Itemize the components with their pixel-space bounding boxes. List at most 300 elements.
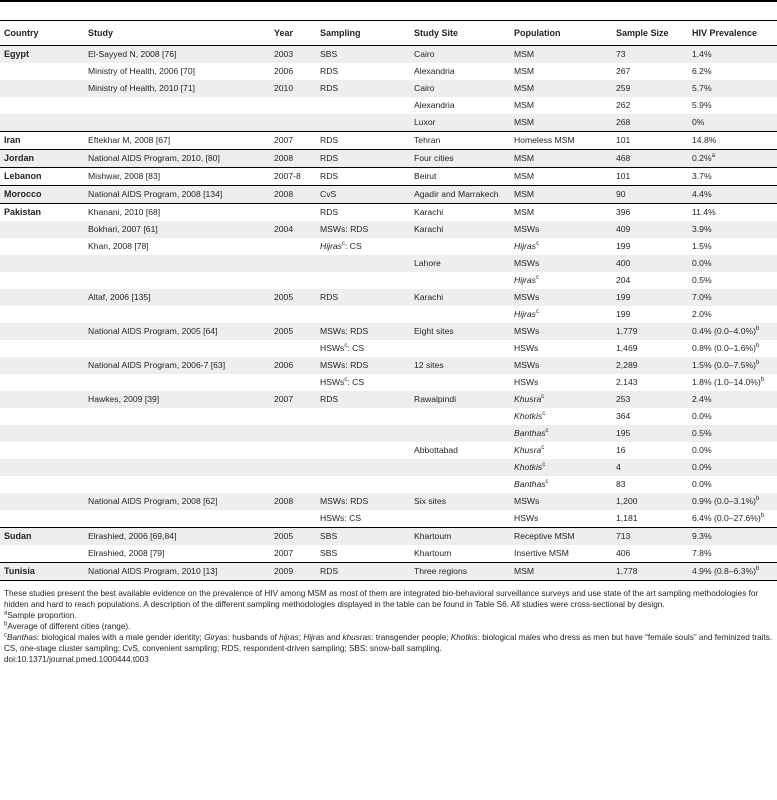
cell-study-site bbox=[410, 510, 510, 528]
cell-hiv-prevalence bbox=[688, 528, 777, 546]
cell-study: National AIDS Program, 2006-7 [63] bbox=[84, 357, 270, 374]
prevalence-value: 0.5% bbox=[692, 275, 712, 285]
cell-sample-size: 90 bbox=[612, 186, 688, 204]
cell-sampling: SBS bbox=[320, 548, 338, 558]
footnote-marker: a bbox=[711, 153, 715, 160]
prevalence-value: 2.4% bbox=[692, 394, 712, 404]
prevalence-value: 9.3% bbox=[692, 531, 712, 541]
population-term: Hijras bbox=[514, 275, 536, 285]
cell-sample-size: 262 bbox=[616, 100, 631, 110]
cell-sampling bbox=[316, 255, 410, 272]
table-row bbox=[0, 114, 777, 132]
cell-study-site: Luxor bbox=[410, 114, 510, 132]
cell-year bbox=[270, 510, 316, 528]
cell-population: MSM bbox=[510, 563, 612, 581]
cell-hiv-prevalence bbox=[688, 204, 777, 222]
cell-hiv-prevalence bbox=[688, 168, 777, 186]
cell-population: MSWs bbox=[510, 221, 612, 238]
cell-country: Tunisia bbox=[0, 563, 84, 581]
cell-study-site: Khartoum bbox=[410, 528, 510, 546]
cell-study-site: 12 sites bbox=[410, 357, 510, 374]
cell-year: 2007-8 bbox=[270, 168, 316, 186]
cell-study-site: Tehran bbox=[410, 132, 510, 150]
cell-population: MSWs bbox=[510, 323, 612, 340]
cell-population: MSWs bbox=[510, 493, 612, 510]
prevalence-value: 0.2% bbox=[692, 153, 712, 163]
prevalence-value: 0.9% (0.0–3.1%) bbox=[692, 496, 757, 506]
cell-hiv-prevalence bbox=[688, 114, 777, 132]
cell-study-site: Beirut bbox=[410, 168, 510, 186]
cell-population: MSM bbox=[514, 66, 535, 76]
cell-population bbox=[510, 408, 612, 425]
cell-hiv-prevalence bbox=[688, 221, 777, 238]
cell-sampling: RDS bbox=[316, 289, 410, 306]
footnote-marker: b bbox=[756, 360, 760, 367]
cell-study bbox=[84, 306, 270, 323]
footnote-a: $^a$Sample proportion. bbox=[4, 610, 77, 620]
cell-hiv-prevalence bbox=[688, 374, 777, 391]
prevalence-value: 3.9% bbox=[692, 224, 712, 234]
cell-year: 2008 bbox=[270, 493, 316, 510]
cell-sample-size: 2,289 bbox=[612, 357, 688, 374]
cell-population bbox=[510, 272, 612, 289]
footnote-marker: b bbox=[760, 513, 765, 520]
cell-year bbox=[270, 204, 316, 222]
prevalence-value: 4.4% bbox=[692, 189, 712, 199]
cell-population: MSM bbox=[510, 114, 612, 132]
cell-study: Khanani, 2010 [68] bbox=[84, 204, 270, 222]
cell-year bbox=[270, 408, 316, 425]
table-row bbox=[0, 323, 777, 340]
footnote-marker: c bbox=[344, 343, 348, 350]
cell-hiv-prevalence bbox=[688, 97, 777, 114]
sampling-method: : CS bbox=[344, 241, 362, 251]
cell-country bbox=[0, 476, 84, 493]
cell-study: Ministry of Health, 2010 [71] bbox=[84, 80, 270, 97]
cell-population: MSM bbox=[514, 100, 535, 110]
population-term: Hijras bbox=[514, 309, 536, 319]
cell-study-site: Alexandria bbox=[414, 66, 455, 76]
cell-sample-size: 16 bbox=[616, 445, 626, 455]
column-header: Country bbox=[0, 21, 84, 46]
cell-country: Egypt bbox=[0, 46, 84, 64]
footnote-marker: c bbox=[542, 411, 546, 418]
prevalence-value: 4.9% (0.8–6.3%) bbox=[692, 566, 757, 576]
footnote-term: Banthas bbox=[7, 633, 38, 642]
cell-population bbox=[510, 425, 612, 442]
cell-study: Bokhari, 2007 [61] bbox=[84, 221, 270, 238]
prevalence-value: 3.7% bbox=[692, 171, 712, 181]
table-row bbox=[0, 459, 777, 476]
footnote-text: : biological males who dress as men but have “female souls” and feminized traits. bbox=[477, 633, 773, 642]
cell-sample-size: 4 bbox=[612, 459, 688, 476]
prevalence-value: 0.0% bbox=[692, 411, 712, 421]
cell-sample-size: 101 bbox=[612, 132, 688, 150]
cell-population: MSM bbox=[510, 46, 612, 64]
cell-study: Mishwar, 2008 [83] bbox=[84, 168, 270, 186]
prevalence-value: 6.2% bbox=[692, 66, 712, 76]
cell-study-site: Karachi bbox=[410, 289, 510, 306]
cell-hiv-prevalence bbox=[688, 186, 777, 204]
cell-sampling: RDS bbox=[316, 563, 410, 581]
cell-study-site bbox=[410, 408, 510, 425]
cell-population: Insertive MSM bbox=[514, 548, 569, 558]
cell-sampling: RDS bbox=[316, 132, 410, 150]
column-header: Study Site bbox=[410, 21, 510, 46]
cell-country bbox=[0, 63, 84, 80]
cell-study: Ministry of Health, 2006 [70] bbox=[88, 66, 195, 76]
cell-country bbox=[0, 306, 84, 323]
cell-study-site: Agadir and Marrakech bbox=[410, 186, 510, 204]
cell-sample-size: 409 bbox=[612, 221, 688, 238]
cell-country bbox=[0, 545, 84, 563]
footnote-marker: c bbox=[542, 462, 546, 469]
cell-study bbox=[84, 408, 270, 425]
table-row bbox=[0, 442, 777, 459]
population-term: Khusra bbox=[514, 394, 542, 404]
cell-country: Morocco bbox=[0, 186, 84, 204]
cell-study-site bbox=[410, 425, 510, 442]
footnote-marker: c bbox=[545, 479, 549, 486]
cell-country bbox=[0, 510, 84, 528]
cell-year: 2005 bbox=[270, 528, 316, 546]
table-header-row bbox=[0, 21, 777, 46]
prevalence-value: 5.7% bbox=[692, 83, 712, 93]
cell-study-site bbox=[410, 306, 510, 323]
footnote-text: and bbox=[324, 633, 343, 642]
cell-study bbox=[84, 374, 270, 391]
prevalence-value: 0.8% (0.0–1.6%) bbox=[692, 343, 757, 353]
cell-study bbox=[84, 114, 270, 132]
cell-study bbox=[84, 459, 270, 476]
prevalence-value: 0.0% bbox=[692, 445, 712, 455]
footnote-marker: c bbox=[545, 428, 549, 435]
column-header: HIV Prevalence bbox=[688, 21, 777, 46]
prevalence-value: 7.0% bbox=[692, 292, 712, 302]
cell-population: HSWs bbox=[514, 513, 539, 523]
column-header: Sampling bbox=[316, 21, 410, 46]
cell-country bbox=[0, 374, 84, 391]
cell-hiv-prevalence bbox=[688, 425, 777, 442]
cell-country: Jordan bbox=[0, 150, 84, 168]
cell-hiv-prevalence bbox=[688, 408, 777, 425]
cell-year bbox=[270, 114, 316, 132]
cell-country bbox=[0, 255, 84, 272]
cell-year: 2006 bbox=[274, 66, 294, 76]
cell-hiv-prevalence bbox=[688, 289, 777, 306]
cell-population: MSWs bbox=[510, 255, 612, 272]
table-row bbox=[0, 63, 777, 80]
population-term: Khusra bbox=[514, 445, 542, 455]
cell-sampling bbox=[316, 97, 410, 114]
cell-sample-size: 400 bbox=[612, 255, 688, 272]
prevalence-value: 11.4% bbox=[692, 207, 716, 217]
table-row bbox=[0, 272, 777, 289]
cell-study-site bbox=[410, 476, 510, 493]
cell-study-site: Khartoum bbox=[414, 548, 452, 558]
population-term: Hijras bbox=[514, 241, 536, 251]
table-row bbox=[0, 563, 777, 581]
cell-population: MSM bbox=[510, 168, 612, 186]
table-row bbox=[0, 493, 777, 510]
footnote-b: $^b$Average of different cities (range). bbox=[4, 621, 131, 631]
table-footnotes bbox=[0, 581, 777, 665]
cell-sample-size: 267 bbox=[616, 66, 631, 76]
cell-sample-size: 199 bbox=[616, 241, 631, 251]
sampling-group: HSWs bbox=[320, 377, 345, 387]
cell-sample-size: 468 bbox=[612, 150, 688, 168]
sampling-method: : CS bbox=[347, 377, 365, 387]
table-row bbox=[0, 168, 777, 186]
footnote-intro: These studies present the best available evidence on the prevalence of HIV among MSM as most of them are integrated bio-behavioral surveillance surveys and use state of the art sampling methodologies for hidden and hard to reach populations. A description of the different sampling methodologies displayed in the table can be found in Table S6. All studies were cross-sectional by design. bbox=[4, 589, 759, 609]
column-header: Population bbox=[510, 21, 612, 46]
footnote-marker: b bbox=[756, 326, 760, 333]
cell-sample-size: 253 bbox=[612, 391, 688, 408]
cell-sample-size: 195 bbox=[612, 425, 688, 442]
footnote-text: : biological males with a male gender identity; bbox=[37, 633, 205, 642]
cell-hiv-prevalence bbox=[688, 63, 777, 80]
cell-sampling: MSWs: RDS bbox=[316, 323, 410, 340]
table-row bbox=[0, 306, 777, 323]
prevalence-value: 0% bbox=[692, 117, 705, 127]
prevalence-value: 0.0% bbox=[692, 462, 712, 472]
cell-hiv-prevalence bbox=[688, 563, 777, 581]
cell-study-site bbox=[410, 374, 510, 391]
population-term: Khotkis bbox=[514, 462, 543, 472]
cell-study: Altaf, 2006 [135] bbox=[84, 289, 270, 306]
cell-year: 2004 bbox=[270, 221, 316, 238]
cell-sample-size: 1,181 bbox=[616, 513, 638, 523]
cell-sample-size: 1,779 bbox=[612, 323, 688, 340]
cell-sample-size: 199 bbox=[612, 289, 688, 306]
table-row bbox=[0, 391, 777, 408]
cell-country bbox=[0, 323, 84, 340]
cell-hiv-prevalence bbox=[688, 255, 777, 272]
table-body bbox=[0, 46, 777, 581]
cell-study bbox=[84, 255, 270, 272]
cell-study: National AIDS Program, 2010, [80] bbox=[84, 150, 270, 168]
footnote-text: : husbands of bbox=[227, 633, 280, 642]
cell-study bbox=[84, 476, 270, 493]
footnote-marker: c bbox=[535, 309, 539, 316]
footnote-marker: b bbox=[760, 377, 765, 384]
cell-study-site: Eight sites bbox=[410, 323, 510, 340]
cell-study bbox=[84, 442, 270, 459]
cell-country bbox=[0, 442, 84, 459]
cell-hiv-prevalence bbox=[688, 46, 777, 64]
population-term: Khotkis bbox=[514, 411, 543, 421]
cell-hiv-prevalence bbox=[688, 357, 777, 374]
cell-population bbox=[510, 391, 612, 408]
cell-hiv-prevalence bbox=[688, 150, 777, 168]
cell-country bbox=[0, 459, 84, 476]
cell-study-site: Six sites bbox=[410, 493, 510, 510]
table-row bbox=[0, 221, 777, 238]
cell-hiv-prevalence bbox=[688, 442, 777, 459]
cell-study: National AIDS Program, 2008 [62] bbox=[84, 493, 270, 510]
table-row bbox=[0, 80, 777, 97]
cell-population bbox=[510, 476, 612, 493]
cell-study: Khan, 2008 [78] bbox=[88, 241, 149, 251]
table-row bbox=[0, 186, 777, 204]
cell-study-site: Lahore bbox=[410, 255, 510, 272]
footnote-marker: c bbox=[541, 445, 545, 452]
table-row bbox=[0, 204, 777, 222]
cell-year bbox=[270, 340, 316, 357]
cell-study: National AIDS Program, 2008 [134] bbox=[84, 186, 270, 204]
cell-sampling bbox=[316, 272, 410, 289]
cell-population bbox=[510, 459, 612, 476]
footnote-c: $^c$Banthas: biological males with a male gender identity; Giryas: husbands of hijras; Hijras and khusras: transgender people; Khotkis: biological males who dress as men but have “female souls” and feminized traits. bbox=[4, 632, 773, 642]
cell-hiv-prevalence bbox=[688, 132, 777, 150]
cell-population: MSM bbox=[510, 186, 612, 204]
cell-study-site: Cairo bbox=[410, 80, 510, 97]
cell-country bbox=[0, 340, 84, 357]
cell-hiv-prevalence bbox=[688, 493, 777, 510]
cell-year: 2005 bbox=[270, 323, 316, 340]
cell-hiv-prevalence bbox=[688, 391, 777, 408]
cell-year: 2007 bbox=[274, 548, 294, 558]
cell-sampling: RDS bbox=[320, 66, 339, 76]
cell-sampling: RDS bbox=[316, 204, 410, 222]
footnote-term: Hijras bbox=[303, 633, 325, 642]
cell-country: Pakistan bbox=[0, 204, 84, 222]
cell-sampling bbox=[316, 442, 410, 459]
cell-sample-size: 83 bbox=[616, 479, 626, 489]
cell-hiv-prevalence bbox=[688, 80, 777, 97]
table-row bbox=[0, 289, 777, 306]
doi-text: doi:10.1371/journal.pmed.1000444.t003 bbox=[4, 655, 149, 664]
cell-sampling bbox=[316, 238, 410, 255]
cell-country bbox=[0, 272, 84, 289]
cell-year: 2006 bbox=[270, 357, 316, 374]
sampling-group: Hijras bbox=[320, 241, 342, 251]
prevalence-value: 1.4% bbox=[692, 49, 712, 59]
cell-sampling bbox=[316, 340, 410, 357]
table-row bbox=[0, 425, 777, 442]
table-row bbox=[0, 476, 777, 493]
cell-sampling: MSWs: RDS bbox=[316, 493, 410, 510]
table-row bbox=[0, 238, 777, 255]
cell-sampling: RDS bbox=[316, 80, 410, 97]
cell-population: MSWs bbox=[510, 289, 612, 306]
cell-year bbox=[270, 374, 316, 391]
sampling-group: HSWs bbox=[320, 343, 345, 353]
cell-study-site: Karachi bbox=[410, 204, 510, 222]
cell-country bbox=[0, 408, 84, 425]
table-row bbox=[0, 374, 777, 391]
cell-study-site: Abbottabad bbox=[414, 445, 458, 455]
prevalence-value: 0.0% bbox=[692, 479, 712, 489]
cell-study: National AIDS Program, 2010 [13] bbox=[84, 563, 270, 581]
cell-year bbox=[270, 442, 316, 459]
cell-sampling: RDS bbox=[316, 391, 410, 408]
footnote-term: khusras bbox=[342, 633, 372, 642]
cell-population: Receptive MSM bbox=[510, 528, 612, 546]
footnote-term: Khotkis bbox=[450, 633, 478, 642]
table-row bbox=[0, 545, 777, 563]
cell-country: Lebanon bbox=[0, 168, 84, 186]
cell-country bbox=[0, 289, 84, 306]
cell-hiv-prevalence bbox=[688, 340, 777, 357]
cell-year bbox=[270, 425, 316, 442]
footnote-abbreviations: CS, one-stage cluster sampling; CvS, convenient sampling; RDS, respondent-driven sampling; SBS: snow-ball sampling. bbox=[4, 644, 442, 653]
cell-year: 2003 bbox=[270, 46, 316, 64]
prevalence-value: 0.4% (0.0–4.0%) bbox=[692, 326, 757, 336]
cell-year bbox=[270, 306, 316, 323]
cell-study-site bbox=[410, 340, 510, 357]
cell-year bbox=[270, 255, 316, 272]
cell-sample-size: 268 bbox=[612, 114, 688, 132]
prevalence-value: 1.8% (1.0–14.0%) bbox=[692, 377, 761, 387]
cell-country bbox=[0, 425, 84, 442]
cell-hiv-prevalence bbox=[688, 323, 777, 340]
footnote-term: hijras bbox=[279, 633, 299, 642]
cell-study-site: Karachi bbox=[410, 221, 510, 238]
cell-year: 2007 bbox=[270, 132, 316, 150]
cell-year: 2005 bbox=[270, 289, 316, 306]
cell-year bbox=[270, 238, 316, 255]
cell-sample-size: 259 bbox=[612, 80, 688, 97]
footnote-marker: c bbox=[344, 377, 348, 384]
cell-year bbox=[270, 272, 316, 289]
cell-population: MSM bbox=[510, 80, 612, 97]
cell-study-site: Rawalpindi bbox=[410, 391, 510, 408]
cell-hiv-prevalence bbox=[688, 238, 777, 255]
cell-study: Elrashied, 2006 [69,84] bbox=[84, 528, 270, 546]
cell-study-site: Four cities bbox=[410, 150, 510, 168]
cell-country bbox=[0, 97, 84, 114]
cell-hiv-prevalence bbox=[688, 306, 777, 323]
cell-country bbox=[0, 391, 84, 408]
cell-country bbox=[0, 114, 84, 132]
cell-sampling bbox=[316, 306, 410, 323]
prevalence-value: 0.5% bbox=[692, 428, 712, 438]
cell-country: Sudan bbox=[0, 528, 84, 546]
table-row bbox=[0, 357, 777, 374]
cell-sampling bbox=[316, 476, 410, 493]
cell-sample-size: 396 bbox=[612, 204, 688, 222]
prevalence-value: 0.0% bbox=[692, 258, 712, 268]
cell-year: 2008 bbox=[270, 150, 316, 168]
prevalence-value: 7.8% bbox=[692, 548, 712, 558]
cell-population: HSWs bbox=[514, 343, 539, 353]
table-row bbox=[0, 97, 777, 114]
cell-study bbox=[84, 510, 270, 528]
cell-study-site: Three regions bbox=[410, 563, 510, 581]
cell-population bbox=[510, 306, 612, 323]
table-row bbox=[0, 46, 777, 64]
cell-study-site bbox=[410, 459, 510, 476]
cell-sampling bbox=[316, 374, 410, 391]
cell-sampling: MSWs: RDS bbox=[316, 357, 410, 374]
footnote-marker: c bbox=[341, 241, 345, 248]
cell-sampling bbox=[316, 425, 410, 442]
cell-sampling: RDS bbox=[316, 168, 410, 186]
table-row bbox=[0, 132, 777, 150]
cell-sampling bbox=[316, 114, 410, 132]
cell-hiv-prevalence bbox=[688, 510, 777, 528]
footnote-marker: b bbox=[756, 343, 760, 350]
cell-year bbox=[270, 97, 316, 114]
footnote-marker: b bbox=[756, 566, 760, 573]
cell-sampling: RDS bbox=[316, 150, 410, 168]
footnote-text: : transgender people; bbox=[371, 633, 451, 642]
cell-study-site bbox=[410, 238, 510, 255]
cell-year: 2009 bbox=[270, 563, 316, 581]
footnote-marker: b bbox=[756, 496, 760, 503]
cell-study bbox=[84, 97, 270, 114]
